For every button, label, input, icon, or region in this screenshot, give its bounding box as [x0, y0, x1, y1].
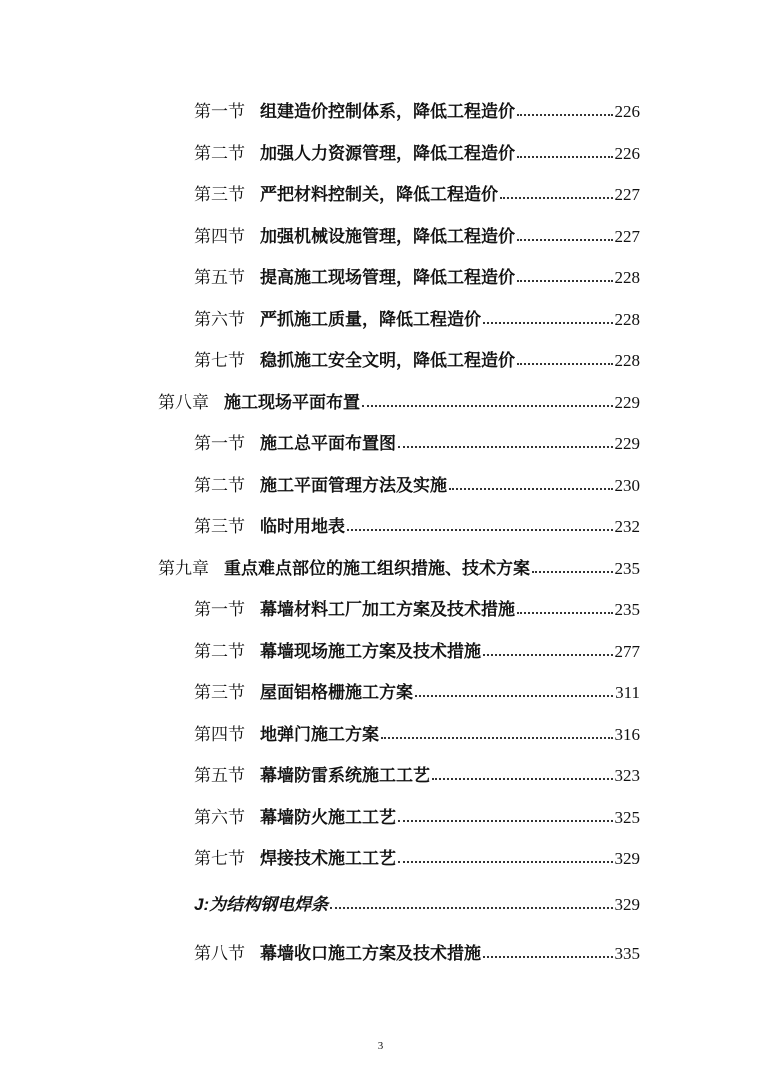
entry-number: 第七节 [194, 351, 245, 371]
entry-number: 第一节 [194, 434, 245, 454]
leader-dots [483, 321, 613, 324]
leader-dots [517, 611, 613, 614]
entry-number: 第五节 [194, 766, 245, 786]
entry-page: 226 [614, 144, 640, 163]
leader-dots [347, 528, 613, 531]
leader-dots [330, 906, 612, 909]
leader-dots [398, 445, 613, 448]
entry-number: 第七节 [194, 849, 245, 869]
entry-page: 229 [614, 393, 640, 412]
entry-title: 施工平面管理方法及实施 [260, 476, 447, 496]
entry-page: 227 [614, 227, 640, 246]
leader-dots [500, 196, 613, 199]
toc-entry [194, 180, 640, 204]
toc-entry [194, 97, 640, 121]
toc-entry [194, 263, 640, 287]
leader-dots [449, 487, 613, 490]
leader-dots [432, 777, 613, 780]
entry-title: 幕墙现场施工方案及技术措施 [260, 642, 481, 662]
chapter-title: 重点难点部位的施工组织措施、技术方案 [224, 559, 530, 579]
toc-entry [194, 471, 640, 495]
entry-number: 第三节 [194, 517, 245, 537]
toc-entry-special [194, 890, 640, 914]
entry-page: 235 [614, 559, 640, 578]
toc-entry [194, 222, 640, 246]
leader-dots [381, 736, 613, 739]
leader-dots [362, 404, 613, 407]
chapter-title: 施工现场平面布置 [224, 393, 360, 413]
entry-number: 第四节 [194, 227, 245, 247]
entry-title: 组建造价控制体系，降低工程造价 [260, 102, 515, 122]
toc-entry [194, 844, 640, 868]
entry-number: 第四节 [194, 725, 245, 745]
entry-page: 230 [614, 476, 640, 495]
leader-dots [517, 362, 613, 365]
entry-title: 幕墙防雷系统施工工艺 [260, 766, 430, 786]
toc-chapter [158, 554, 640, 578]
entry-page: 316 [614, 725, 640, 744]
entry-page: 277 [614, 642, 640, 661]
entry-page: 227 [614, 185, 640, 204]
toc-entry [194, 637, 640, 661]
leader-dots [517, 238, 613, 241]
entry-number: 第八节 [194, 944, 245, 964]
entry-number: 第一节 [194, 102, 245, 122]
entry-page: 228 [614, 351, 640, 370]
entry-number: 第二节 [194, 144, 245, 164]
entry-page: 323 [614, 766, 640, 785]
entry-page: 235 [614, 600, 640, 619]
entry-title: 幕墙材料工厂加工方案及技术措施 [260, 600, 515, 620]
entry-title: 施工总平面布置图 [260, 434, 396, 454]
entry-number: 第二节 [194, 476, 245, 496]
toc-entry [194, 305, 640, 329]
entry-title: J:为结构钢电焊条 [194, 895, 329, 914]
entry-number: 第二节 [194, 642, 245, 662]
entry-number: 第三节 [194, 185, 245, 205]
toc-entry [194, 595, 640, 619]
entry-number: 第六节 [194, 310, 245, 330]
entry-number: 第一节 [194, 600, 245, 620]
entry-title: 临时用地表 [260, 517, 345, 537]
leader-dots [517, 155, 613, 158]
toc-entry [194, 761, 640, 785]
leader-dots [483, 955, 613, 958]
entry-number: 第五节 [194, 268, 245, 288]
entry-page: 229 [614, 434, 640, 453]
entry-number: 第三节 [194, 683, 245, 703]
entry-number: 第六节 [194, 808, 245, 828]
leader-dots [398, 860, 613, 863]
leader-dots [483, 653, 613, 656]
chapter-number: 第九章 [158, 559, 209, 579]
toc-entry [194, 512, 640, 536]
entry-title: 加强机械设施管理，降低工程造价 [260, 227, 515, 247]
entry-page: 226 [614, 102, 640, 121]
toc-entry [194, 678, 640, 702]
leader-dots [517, 113, 613, 116]
entry-page: 329 [614, 895, 640, 914]
entry-page: 228 [614, 310, 640, 329]
entry-page: 232 [614, 517, 640, 536]
toc-entry [194, 429, 640, 453]
entry-title: 提高施工现场管理，降低工程造价 [260, 268, 515, 288]
toc-entry [194, 720, 640, 744]
toc-entry [194, 346, 640, 370]
entry-title: 加强人力资源管理，降低工程造价 [260, 144, 515, 164]
entry-page: 335 [614, 944, 640, 963]
entry-page: 325 [614, 808, 640, 827]
toc-entry [194, 139, 640, 163]
leader-dots [398, 819, 613, 822]
entry-page: 329 [614, 849, 640, 868]
entry-title: 严把材料控制关，降低工程造价 [260, 185, 498, 205]
entry-page: 311 [615, 683, 640, 702]
entry-title: 幕墙防火施工工艺 [260, 808, 396, 828]
entry-title: 焊接技术施工工艺 [260, 849, 396, 869]
toc-chapter [158, 388, 640, 412]
entry-page: 228 [614, 268, 640, 287]
toc-entry [194, 803, 640, 827]
leader-dots [517, 279, 613, 282]
page-number: 3 [377, 1040, 384, 1052]
toc-entry [194, 939, 640, 963]
chapter-number: 第八章 [158, 393, 209, 413]
entry-title: 幕墙收口施工方案及技术措施 [260, 944, 481, 964]
leader-dots [532, 570, 613, 573]
entry-title: 稳抓施工安全文明，降低工程造价 [260, 351, 515, 371]
entry-title: 地弹门施工方案 [260, 725, 379, 745]
entry-title: 严抓施工质量，降低工程造价 [260, 310, 481, 330]
leader-dots [415, 694, 613, 697]
entry-title: 屋面铝格栅施工方案 [260, 683, 413, 703]
